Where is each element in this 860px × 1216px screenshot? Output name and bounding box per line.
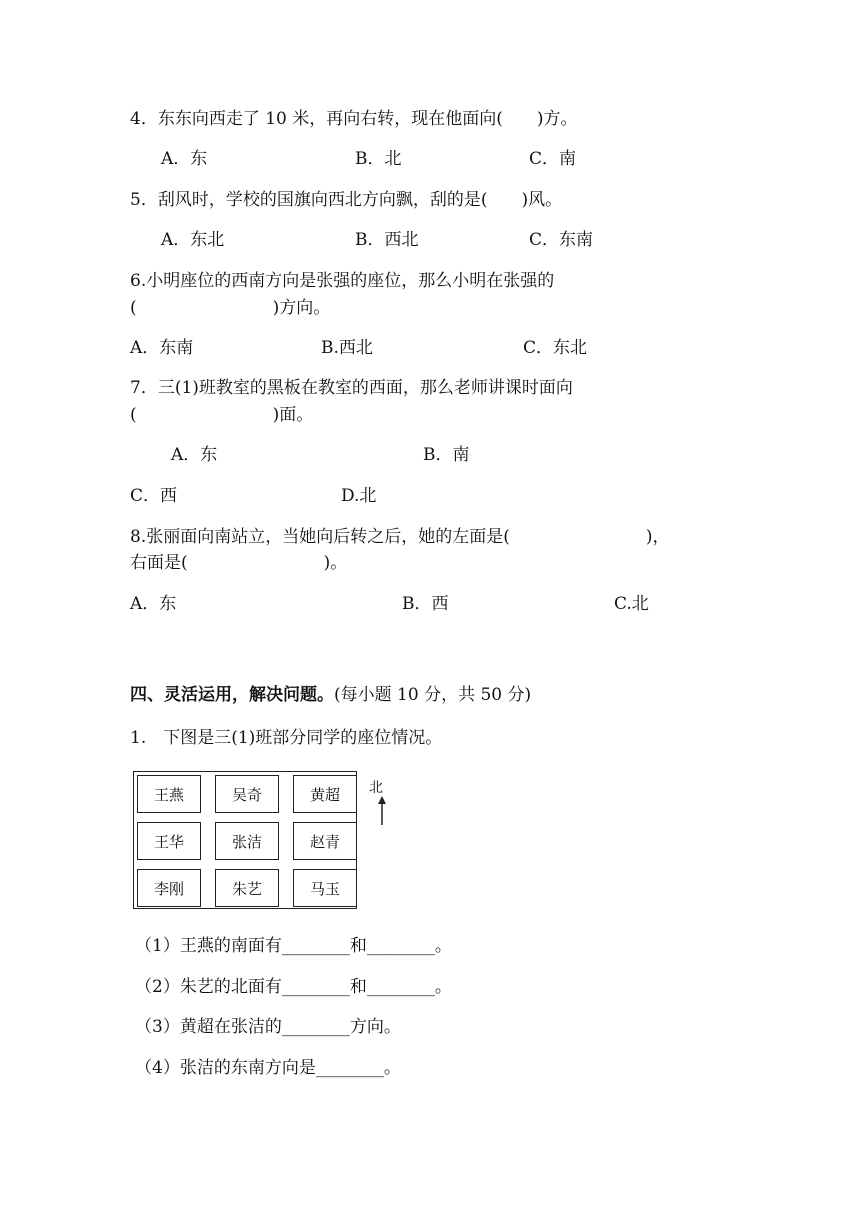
section-heading bbox=[130, 684, 531, 706]
seat-cell: 李刚 bbox=[137, 869, 201, 907]
north-label: 北 bbox=[369, 780, 383, 796]
q7-stem-line2: ( )面。 bbox=[130, 405, 314, 425]
q7-option-d: D.北 bbox=[341, 486, 377, 506]
q5-option-b: B．西北 bbox=[355, 230, 419, 250]
q7-option-c: C．西 bbox=[130, 486, 178, 506]
p1-stem: 1. 下图是三(1)班部分同学的座位情况。 bbox=[130, 728, 443, 748]
q7-option-b: B．南 bbox=[423, 445, 470, 465]
q5-option-a: A．东北 bbox=[161, 230, 225, 250]
p1-sub4: （4）张洁的东南方向是________。 bbox=[135, 1058, 401, 1078]
q8-stem-line1: 8.张丽面向南站立，当她向后转之后，她的左面是( )， bbox=[130, 527, 670, 547]
q8-option-b: B．西 bbox=[402, 594, 449, 614]
seat-cell: 张洁 bbox=[215, 822, 279, 860]
q4-option-b: B．北 bbox=[355, 149, 402, 169]
seat-cell: 马玉 bbox=[293, 869, 357, 907]
q6-option-a: A．东南 bbox=[130, 338, 194, 358]
seat-chart bbox=[133, 771, 357, 909]
q8-option-c: C.北 bbox=[614, 594, 649, 614]
section-title: 四、灵活运用，解决问题。 bbox=[130, 685, 334, 705]
section-score: (每小题 10 分，共 50 分) bbox=[334, 685, 532, 705]
p1-sub1: （1）王燕的南面有________和________。 bbox=[135, 936, 452, 956]
q4-option-a: A．东 bbox=[161, 149, 208, 169]
q6-option-b: B.西北 bbox=[321, 338, 373, 358]
q8-stem-line2: 右面是( )。 bbox=[130, 553, 348, 573]
q6-option-c: C．东北 bbox=[523, 338, 588, 358]
q7-option-a: A．东 bbox=[171, 445, 218, 465]
p1-sub2: （2）朱艺的北面有________和________。 bbox=[135, 977, 452, 997]
north-arrow-icon bbox=[376, 796, 388, 826]
q8-option-a: A．东 bbox=[130, 594, 177, 614]
q4-option-c: C．南 bbox=[529, 149, 577, 169]
q4-stem: 4．东东向西走了 10 米，再向右转，现在他面向( )方。 bbox=[130, 109, 578, 129]
q5-stem: 5．刮风时，学校的国旗向西北方向飘，刮的是( )风。 bbox=[130, 190, 563, 210]
seat-cell: 黄超 bbox=[293, 775, 357, 813]
q6-stem-line1: 6.小明座位的西南方向是张强的座位，那么小明在张强的 bbox=[130, 271, 555, 291]
seat-cell: 王燕 bbox=[137, 775, 201, 813]
seat-cell: 王华 bbox=[137, 822, 201, 860]
p1-sub3: （3）黄超在张洁的________方向。 bbox=[135, 1017, 401, 1037]
seat-cell: 朱艺 bbox=[215, 869, 279, 907]
seat-cell: 赵青 bbox=[293, 822, 357, 860]
q7-stem-line1: 7．三(1)班教室的黑板在教室的西面，那么老师讲课时面向 bbox=[130, 378, 573, 398]
q6-stem-line2: ( )方向。 bbox=[130, 298, 331, 318]
q5-option-c: C．东南 bbox=[529, 230, 594, 250]
seat-cell: 吴奇 bbox=[215, 775, 279, 813]
